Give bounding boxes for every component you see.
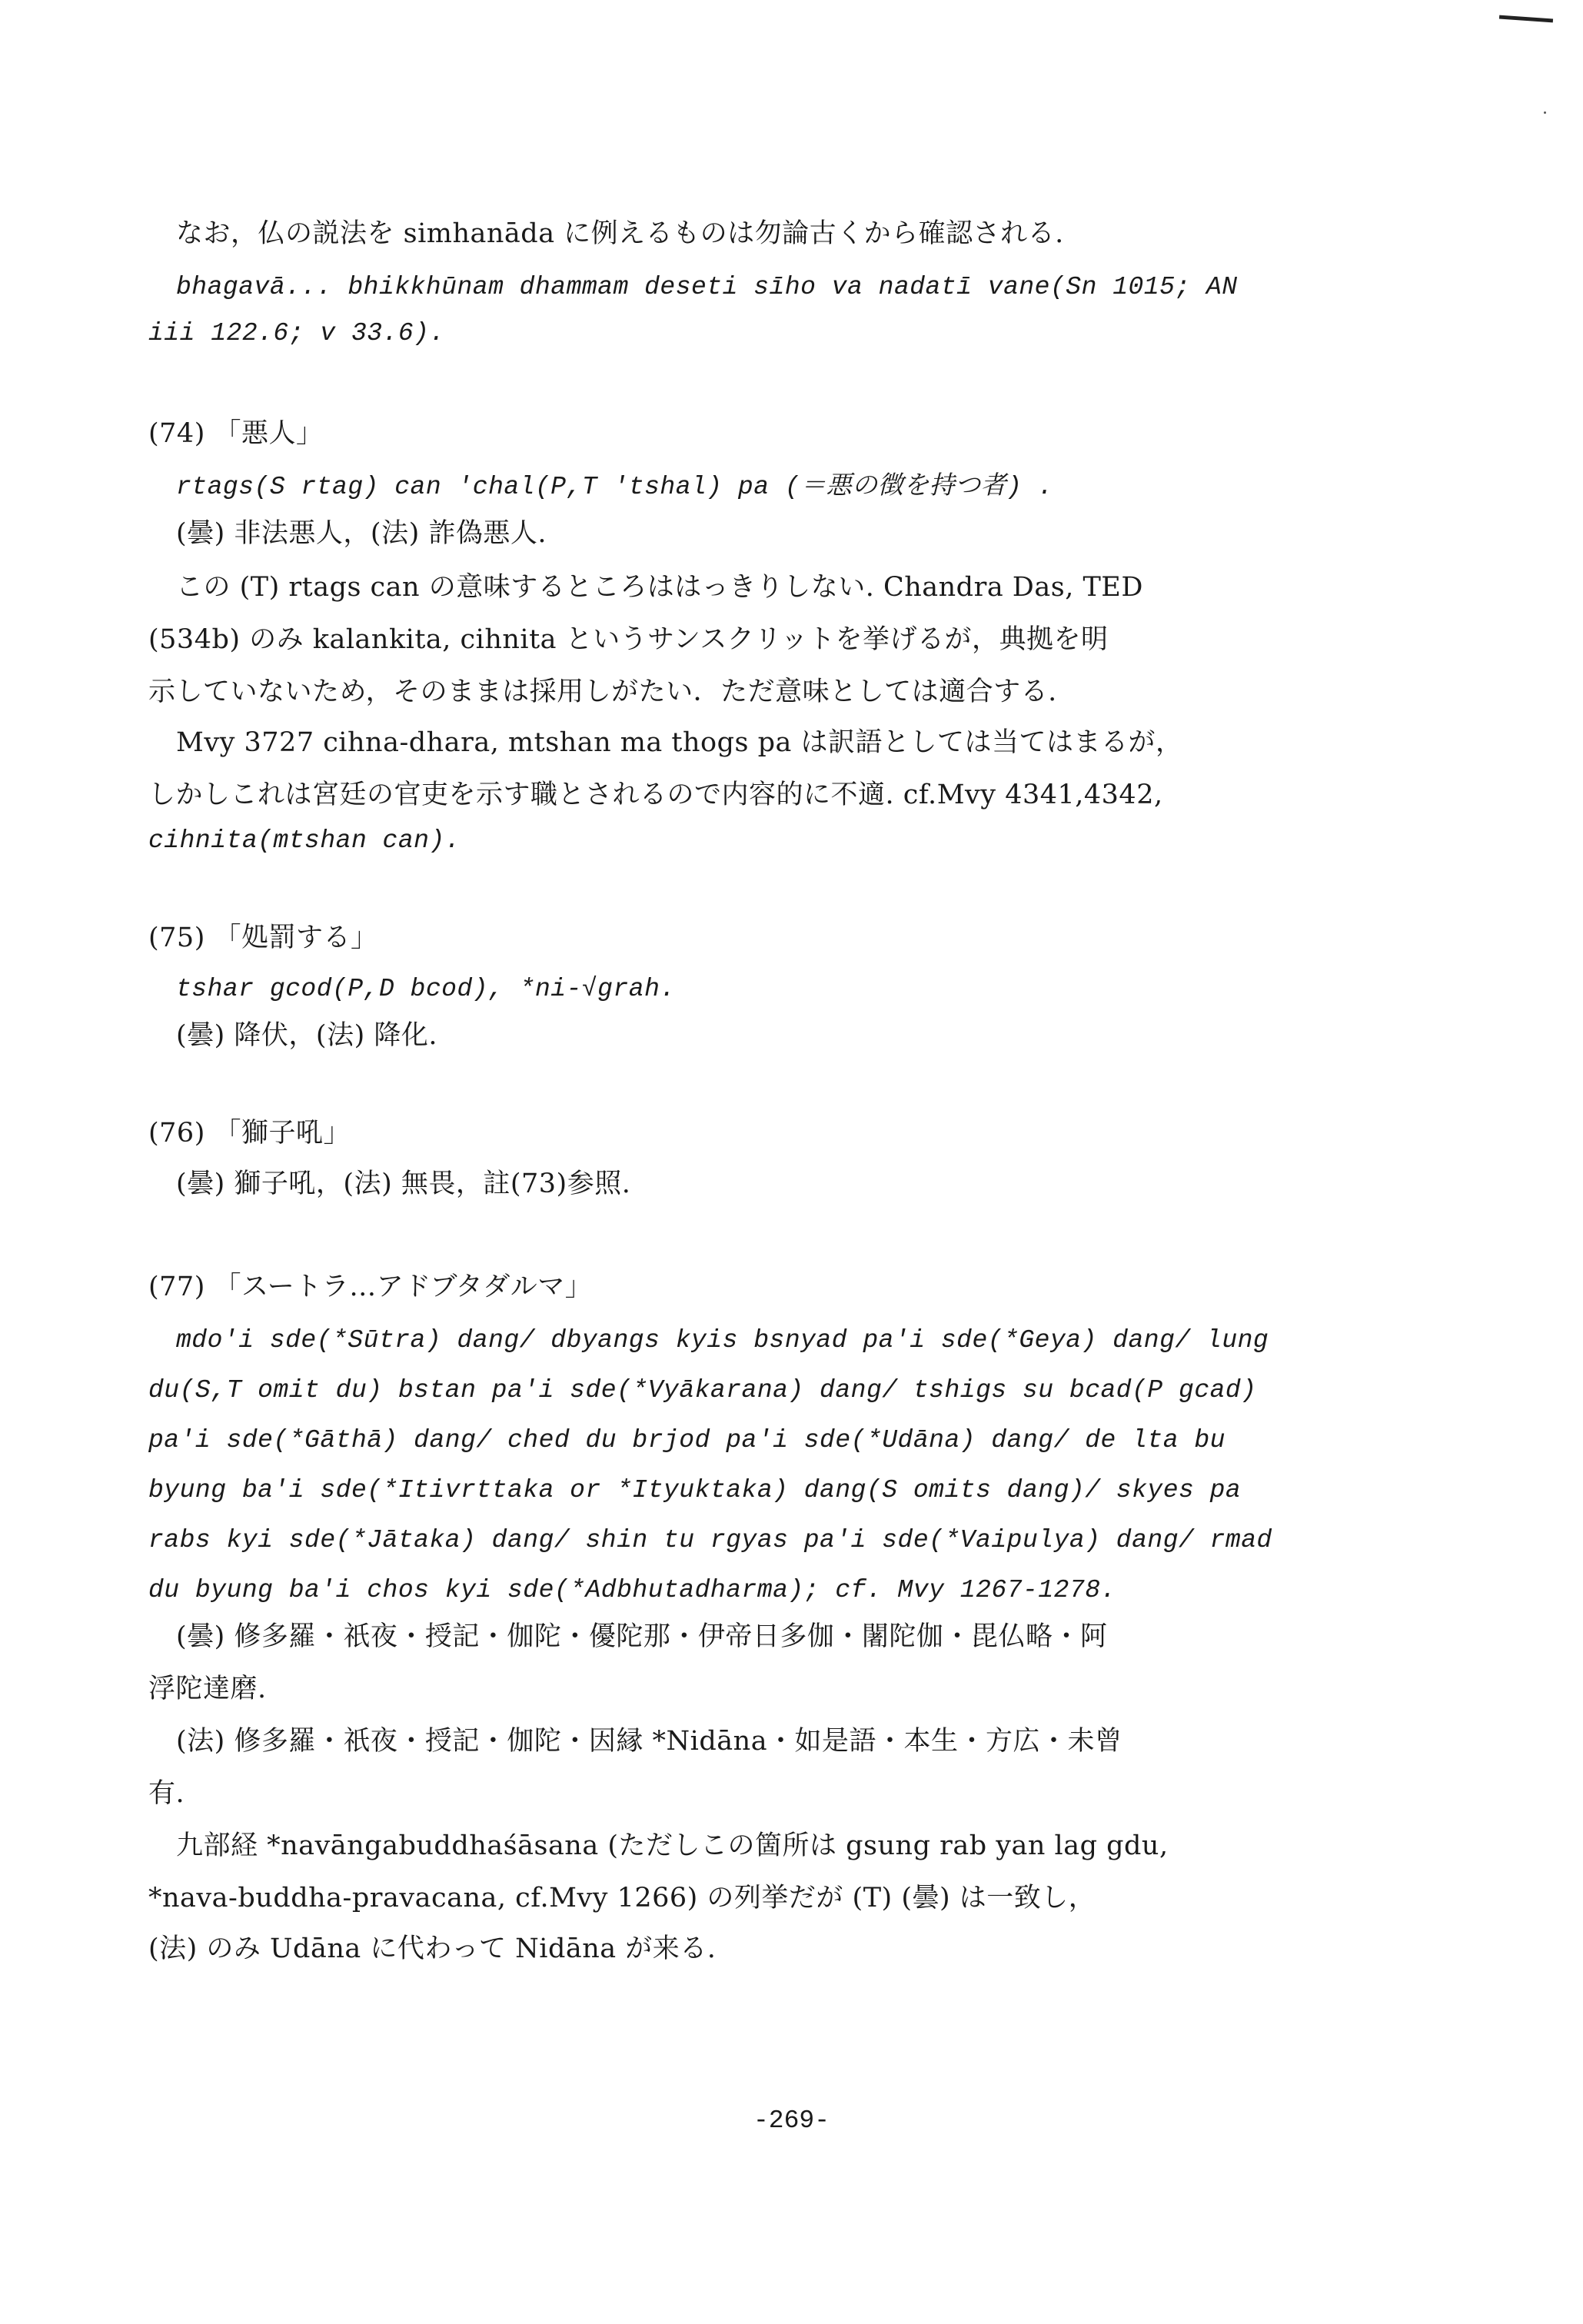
text-line: (75) 「処罰する」 <box>148 923 378 953</box>
text-line: この (T) rtags can の意味するところははっきりしない. Chandra Das, TED <box>176 572 1143 603</box>
text-line: しかしこれは宮廷の官吏を示す職とされるので内容的に不適. cf.Mvy 4341,4342, <box>148 780 1163 810</box>
text-line: (法) 修多羅・祇夜・授記・伽陀・因縁 *Nidāna・如是語・本生・方広・未曾 <box>176 1726 1122 1757</box>
text-line: rtags(S rtag) can 'chal(P,T 'tshal) pa (＝悪の徴を持つ者) . <box>176 473 1054 501</box>
text-line: byung ba'i sde(*Itivrttaka or *Ityuktaka) dang(S omits dang)/ skyes pa <box>148 1476 1242 1504</box>
text-line: (曇) 非法悪人，(法) 詐偽悪人. <box>176 518 547 549</box>
page-number: -269- <box>753 2106 830 2135</box>
text-line: iii 122.6; v 33.6). <box>148 319 445 347</box>
text-line: du byung ba'i chos kyi sde(*Adbhutadharma); cf. Mvy 1267-1278. <box>148 1576 1116 1604</box>
text-line: rabs kyi sde(*Jātaka) dang/ shin tu rgyas pa'i sde(*Vaipulya) dang/ rmad <box>148 1526 1272 1554</box>
text-line: 有. <box>148 1778 185 1809</box>
text-line: なお，仏の説法を simhanāda に例えるものは勿論古くから確認される. <box>176 218 1064 249</box>
text-line: (74) 「悪人」 <box>148 418 324 449</box>
text-line: 九部経 *navāngabuddhaśāsana (ただしこの箇所は gsung rab yan lag gdu, <box>176 1830 1169 1861</box>
text-line: Mvy 3727 cihna-dhara, mtshan ma thogs pa は訳語としては当てはまるが， <box>176 727 1183 758</box>
text-line: cihnita(mtshan can). <box>148 826 461 855</box>
text-line: *nava-buddha-pravacana, cf.Mvy 1266) の列挙だが (T) (曇) は一致し， <box>148 1883 1096 1913</box>
text-line: (曇) 修多羅・祇夜・授記・伽陀・優陀那・伊帝日多伽・闍陀伽・毘仏略・阿 <box>176 1621 1108 1652</box>
text-line: (法) のみ Udāna に代わって Nidāna が来る. <box>148 1933 717 1964</box>
text-line: (76) 「獅子吼」 <box>148 1118 351 1149</box>
text-line: 浮陀達磨. <box>148 1674 267 1704</box>
text-line: pa'i sde(*Gāthā) dang/ ched du brjod pa'i sde(*Udāna) dang/ de lta bu <box>148 1426 1225 1455</box>
text-line: (曇) 降伏，(法) 降化. <box>176 1020 437 1051</box>
text-line: (77) 「スートラ…アドブタダルマ」 <box>148 1272 593 1302</box>
text-line: (534b) のみ kalankita, cihnita というサンスクリットを挙げるが，典拠を明 <box>148 624 1109 655</box>
text-line: bhagavā... bhikkhūnam dhammam deseti sīho va nadatī vane(Sn 1015; AN <box>176 273 1238 301</box>
text-line: tshar gcod(P,D bcod), *ni-√grah. <box>176 975 676 1003</box>
text-line: du(S,T omit du) bstan pa'i sde(*Vyākarana) dang/ tshigs su bcad(P gcad) <box>148 1376 1257 1405</box>
text-line: (曇) 獅子吼，(法) 無畏，註(73)参照. <box>176 1169 631 1199</box>
text-line: mdo'i sde(*Sūtra) dang/ dbyangs kyis bsnyad pa'i sde(*Geya) dang/ lung <box>176 1326 1269 1355</box>
text-line: 示していないため，そのままは採用しがたい．ただ意味としては適合する. <box>148 677 1057 707</box>
